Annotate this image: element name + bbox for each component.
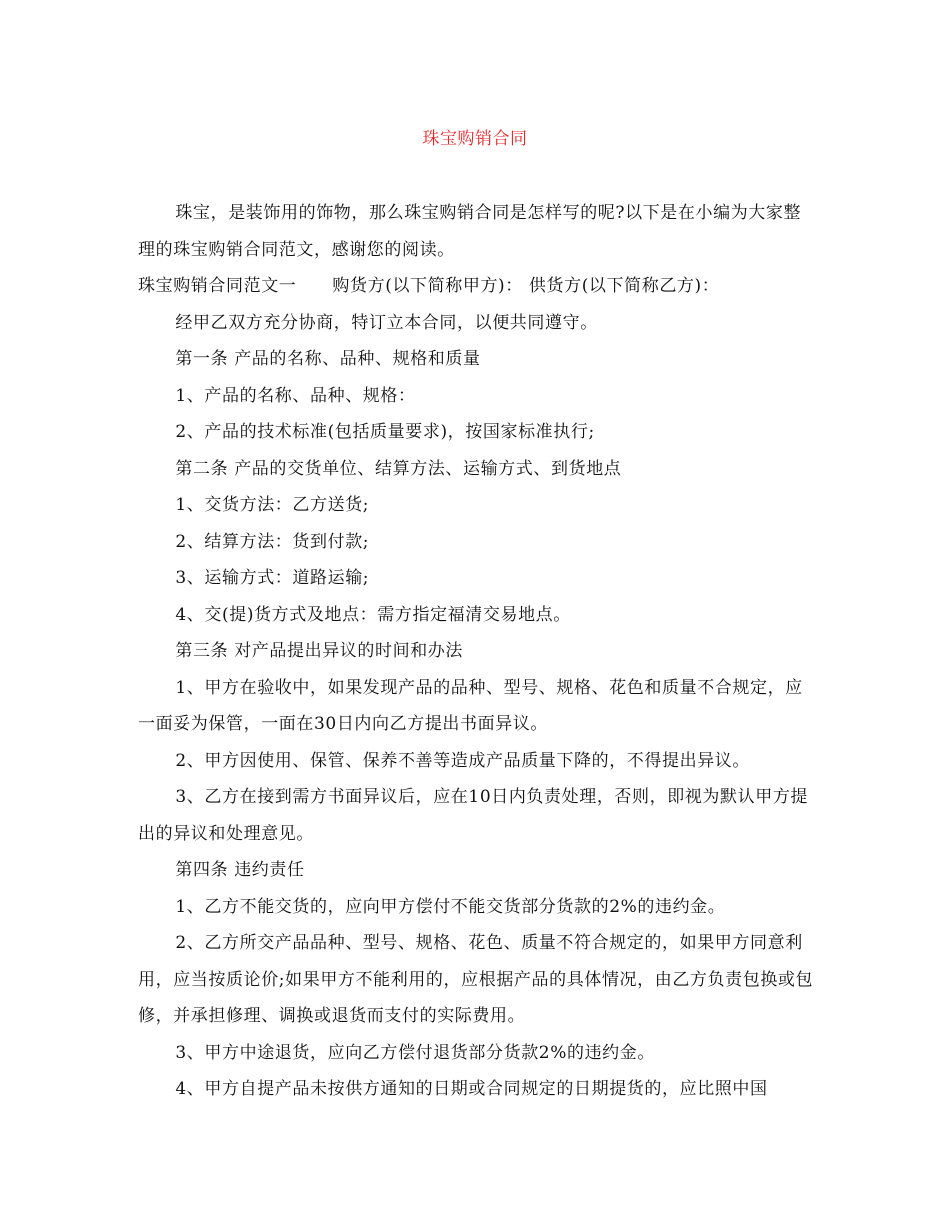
buyer-label: 购货方(以下简称甲方)： — [332, 276, 523, 296]
contract-header-line — [138, 268, 814, 305]
paragraph: 1、产品的名称、品种、规格： — [175, 385, 416, 406]
intro-paragraph: 珠宝，是装饰用的饰物，那么珠宝购销合同是怎样写的呢?以下是在小编为大家整理的珠宝购销合同范文，感谢您的阅读。 — [138, 203, 802, 260]
paragraph: 2、结算方法：货到付款; — [175, 531, 370, 552]
paragraph: 1、交货方法：乙方送货; — [175, 495, 370, 515]
document-body — [138, 195, 814, 1108]
article-heading: 第一条 产品的名称、品种、规格和质量 — [175, 349, 481, 369]
paragraph: 2、甲方因使用、保管、保养不善等造成产品质量下降的，不得提出异议。 — [175, 750, 751, 771]
paragraph: 2、产品的技术标准(包括质量要求)，按国家标准执行; — [175, 422, 595, 442]
paragraph: 1、乙方不能交货的，应向甲方偿付不能交货部分货款的2%的违约金。 — [175, 896, 726, 917]
paragraph: 经甲乙双方充分协商，特订立本合同，以便共同遵守。 — [175, 312, 598, 333]
paragraph: 2、乙方所交产品品种、型号、规格、花色、质量不符合规定的，如果甲方同意利用，应当按质论价;如果甲方不能利用的，应根据产品的具体情况，由乙方负责包换或包修，并承担修理、调换或退货而支付的实际费用。 — [138, 933, 814, 1026]
document-title: 珠宝购销合同 — [422, 129, 528, 149]
sample-label: 珠宝购销合同范文一 — [138, 276, 297, 296]
paragraph: 3、乙方在接到需方书面异议后，应在10日内负责处理，否则，即视为默认甲方提出的异议和处理意见。 — [138, 787, 809, 844]
paragraph: 3、甲方中途退货，应向乙方偿付退货部分货款2%的违约金。 — [175, 1042, 655, 1063]
paragraph: 4、交(提)货方式及地点：需方指定福清交易地点。 — [175, 604, 571, 625]
paragraph: 1、甲方在验收中，如果发现产品的品种、型号、规格、花色和质量不合规定，应一面妥为保管，一面在30日内向乙方提出书面异议。 — [138, 677, 803, 734]
article-heading: 第三条 对产品提出异议的时间和办法 — [175, 641, 463, 661]
paragraph: 4、甲方自提产品未按供方通知的日期或合同规定的日期提货的，应比照中国 — [175, 1079, 768, 1099]
article-heading: 第四条 违约责任 — [175, 860, 305, 880]
article-heading: 第二条 产品的交货单位、结算方法、运输方式、到货地点 — [175, 458, 622, 479]
seller-label: 供货方(以下简称乙方)： — [528, 276, 720, 296]
paragraph: 3、运输方式：道路运输; — [175, 568, 370, 588]
